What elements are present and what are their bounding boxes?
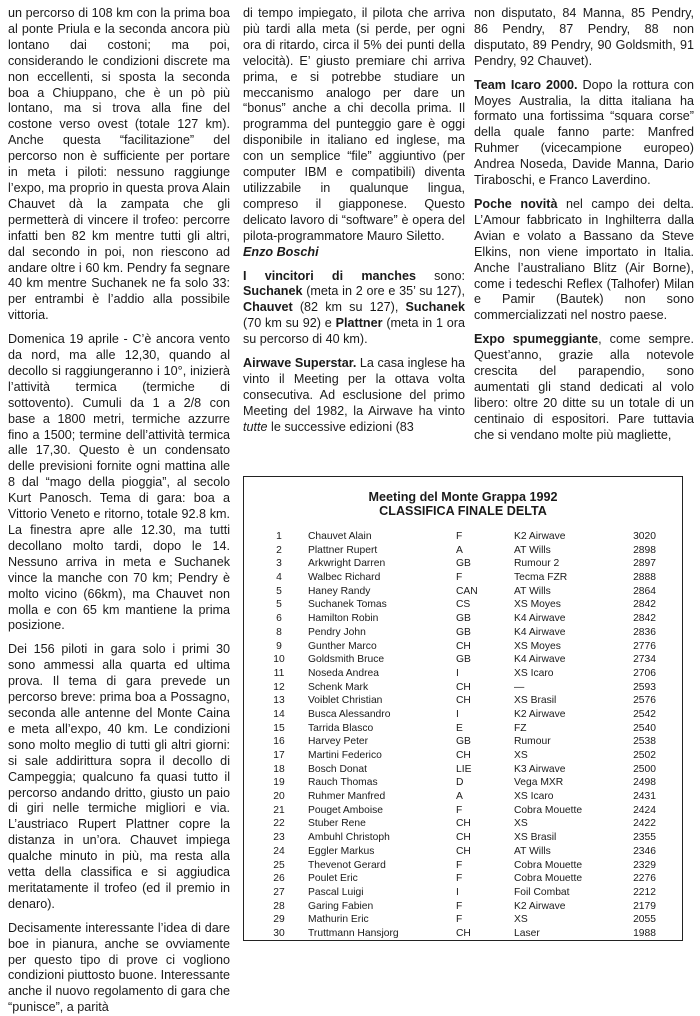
pilot-name-cell: Ruhmer Manfred bbox=[308, 791, 386, 803]
section-heading: I vincitori di manches bbox=[243, 268, 416, 283]
points-cell: 2888 bbox=[633, 572, 656, 584]
pilot-name-cell: Stuber Rene bbox=[308, 818, 366, 830]
pilot-name-cell: Suchanek Tomas bbox=[308, 599, 387, 611]
nation-cell: CH bbox=[456, 695, 471, 707]
nation-cell: CH bbox=[456, 640, 471, 652]
winners-paragraph: I vincitori di manches sono: Suchanek (meta in 2 ore e 35’ su 127), Chauvet (82 km su 127), Suchanek (70 km su 92) e Plattner (meta in 1 ora su percorso di 40 km). bbox=[243, 268, 465, 347]
glider-cell: K4 Airwave bbox=[514, 626, 566, 638]
nation-cell: CH bbox=[456, 845, 471, 857]
points-cell: 2346 bbox=[633, 845, 656, 857]
rank-cell: 12 bbox=[273, 681, 285, 693]
table-row bbox=[262, 845, 682, 859]
pilot-name-cell: Tarrida Blasco bbox=[308, 722, 374, 734]
rank-cell: 23 bbox=[273, 832, 285, 844]
table-row bbox=[262, 913, 682, 927]
paragraph: di tempo impiegato, il pilota che arriva più tardi alla meta (si perde, per ogni ora di ritardo, circa il 5% dei punti della velocità). E’ giusto premiare chi arriva prima, e si potrebbe studiare un meccanismo analogo per dare un “bonus” anche a chi decolla prima. Il programma del punteggio gare è oggi disponibile in italiano ed inglese, ma con un semplice “file” aggiuntivo (per computer IBM e compatibili) diventa utilizzabile in qualunque lingua, compreso il giapponese. Questo delicato lavoro di “software” è opera del pilota-programmatore Mauro Siletto. bbox=[243, 6, 465, 243]
results-table-box bbox=[243, 476, 683, 941]
points-cell: 2842 bbox=[633, 613, 656, 625]
rank-cell: 6 bbox=[276, 613, 282, 625]
rank-cell: 20 bbox=[273, 791, 285, 803]
points-cell: 2842 bbox=[633, 599, 656, 611]
glider-cell: AT Wills bbox=[514, 845, 551, 857]
expo-paragraph: Expo spumeggiante, come sempre. Quest’anno, grazie alla notevole crescita del parapendio, sono aumentati gli stand dedicati al volo libero: oltre 20 ditte su un totale di un centinaio di espositori. Pare tuttavia che si vendano molte più magliette, bbox=[474, 332, 694, 442]
section-heading: Airwave Superstar. bbox=[243, 356, 357, 371]
section-heading: Expo spumeggiante bbox=[474, 332, 599, 347]
nation-cell: D bbox=[456, 777, 464, 789]
table-row bbox=[262, 776, 682, 790]
author-signature: Enzo Boschi bbox=[243, 244, 319, 259]
pilot-name-cell: Bosch Donat bbox=[308, 763, 367, 775]
table-row bbox=[262, 763, 682, 777]
pilot-name-cell: Martini Federico bbox=[308, 750, 382, 761]
pilot-name-cell: Noseda Andrea bbox=[308, 667, 379, 679]
rank-cell: 3 bbox=[276, 558, 282, 570]
glider-cell: K2 Airwave bbox=[514, 708, 566, 720]
points-cell: 2502 bbox=[633, 750, 656, 761]
nation-cell: CAN bbox=[456, 585, 478, 597]
pilot-name-cell: Pendry John bbox=[308, 626, 366, 638]
nation-cell: GB bbox=[456, 736, 471, 748]
results-table bbox=[262, 530, 682, 941]
points-cell: 2593 bbox=[633, 681, 656, 693]
nation-cell: GB bbox=[456, 613, 471, 625]
points-cell: 2498 bbox=[633, 777, 656, 789]
rank-cell: 25 bbox=[273, 859, 285, 871]
paragraph: Domenica 19 aprile - C’è ancora vento da nord, ma alle 12,30, quando al decollo si raggiungeranno i 10°, inizierà l’attività termica (termiche di sottovento). Cumuli da 1 a 2/8 con base a 1800 metri, termiche azzurre fino a 1500; termine dell’attività termica alle 17,30. Questo è un condensato delle previsioni fornite ogni mattina alle 8 dal “mago della pioggia”, al secolo Kurt Panosch. Tema di gara: boa a Vittorio Veneto e ritorno, totale 92.8 km. La finestra apre alle 12.30, ma tutti decollano molto tardi, dopo le 14. Nessuno arriva in meta e Suchanek vince la manche con 70 km; Pendry è molto vicino (66km), ma Chauvet non molla e con 65 km mantiene la prima posizione. bbox=[8, 332, 230, 633]
pilot-name: Suchanek bbox=[243, 284, 303, 299]
pilot-name-cell: Hamilton Robin bbox=[308, 613, 379, 625]
rank-cell: 27 bbox=[273, 886, 285, 898]
glider-cell: Foil Combat bbox=[514, 886, 570, 898]
pilot-name-cell: Walbec Richard bbox=[308, 572, 381, 584]
nation-cell: CH bbox=[456, 927, 471, 939]
nation-cell: F bbox=[456, 873, 463, 885]
glider-cell: Tecma FZR bbox=[514, 572, 568, 584]
nation-cell: A bbox=[456, 791, 463, 803]
table-row bbox=[262, 653, 682, 667]
pilot-name-cell: Garing Fabien bbox=[308, 900, 374, 912]
pilot-name-cell: Plattner Rupert bbox=[308, 544, 378, 556]
points-cell: 3020 bbox=[633, 531, 656, 542]
rank-cell: 10 bbox=[273, 654, 285, 666]
table-row bbox=[262, 626, 682, 640]
glider-cell: Cobra Mouette bbox=[514, 804, 583, 816]
points-cell: 2898 bbox=[633, 544, 656, 556]
table-row bbox=[262, 749, 682, 763]
nation-cell: F bbox=[456, 900, 463, 912]
glider-cell: Cobra Mouette bbox=[514, 859, 583, 871]
glider-cell: XS Brasil bbox=[514, 695, 557, 707]
table-subtitle: CLASSIFICA FINALE DELTA bbox=[379, 504, 547, 518]
glider-cell: Vega MXR bbox=[514, 777, 564, 789]
table-row bbox=[262, 585, 682, 599]
table-row bbox=[262, 817, 682, 831]
rank-cell: 30 bbox=[273, 927, 285, 939]
rank-cell: 11 bbox=[273, 667, 285, 679]
pilot-name: Plattner bbox=[335, 316, 383, 331]
rank-cell: 5 bbox=[276, 599, 282, 611]
glider-cell: K2 Airwave bbox=[514, 531, 566, 542]
glider-cell: XS bbox=[514, 914, 528, 926]
glider-cell: XS Brasil bbox=[514, 832, 557, 844]
points-cell: 2540 bbox=[633, 722, 656, 734]
nation-cell: I bbox=[456, 667, 459, 679]
points-cell: 2276 bbox=[633, 873, 656, 885]
table-row bbox=[262, 667, 682, 681]
rank-cell: 4 bbox=[276, 572, 282, 584]
nation-cell: I bbox=[456, 708, 459, 720]
glider-cell: Rumour 2 bbox=[514, 558, 560, 570]
table-row bbox=[262, 598, 682, 612]
points-cell: 2212 bbox=[633, 886, 656, 898]
table-row bbox=[262, 708, 682, 722]
pilot-name-cell: Poulet Eric bbox=[308, 873, 358, 885]
nation-cell: CH bbox=[456, 750, 471, 761]
pilot-name-cell: Pouget Amboise bbox=[308, 804, 383, 816]
table-row bbox=[262, 694, 682, 708]
glider-cell: XS Icaro bbox=[514, 667, 554, 679]
article-column-1 bbox=[8, 6, 230, 1016]
points-cell: 2055 bbox=[633, 914, 656, 926]
points-cell: 2431 bbox=[633, 791, 656, 803]
glider-cell: XS Moyes bbox=[514, 640, 561, 652]
paragraph: Dei 156 piloti in gara solo i primi 30 sono ammessi alla quarta ed ultima prova. Il tema di gara prevede un percorso breve: prima boa a Possagno, seconda alle antenne del Monte Caina e meta all’expo, 40 km. Le condizioni sono molto meglio di tutti gli altri giorni: si sale addirittura sopra il decollo di Campeggia; qualcuno fa quasi tutto il percorso andando dritto, giusto un paio di giri nelle termiche migliori e via. L’austriaco Rupert Plattner copre la distanza in un’ora. Chauvet impiega qualche minuto in più, ma resta alla vetta della classifica e si aggiudica meritatamente il trofeo (ed il premio in denaro). bbox=[8, 642, 230, 911]
table-row bbox=[262, 722, 682, 736]
table-row bbox=[262, 544, 682, 558]
glider-cell: XS Icaro bbox=[514, 791, 554, 803]
points-cell: 2897 bbox=[633, 558, 656, 570]
pilot-name-cell: Busca Alessandro bbox=[308, 708, 391, 720]
nation-cell: GB bbox=[456, 654, 471, 666]
rank-cell: 29 bbox=[273, 914, 285, 926]
rank-cell: 26 bbox=[273, 873, 285, 885]
pilot-name-cell: Pascal Luigi bbox=[308, 886, 364, 898]
table-row bbox=[262, 831, 682, 845]
section-heading: Team Icaro 2000. bbox=[474, 77, 578, 92]
pilot-name-cell: Arkwright Darren bbox=[308, 558, 386, 570]
table-row bbox=[262, 804, 682, 818]
table-row bbox=[262, 859, 682, 873]
rank-cell: 13 bbox=[273, 695, 285, 707]
glider-cell: FZ bbox=[514, 722, 527, 734]
points-cell: 2542 bbox=[633, 708, 656, 720]
rank-cell: 24 bbox=[273, 845, 285, 857]
novita-paragraph: Poche novità nel campo dei delta. L’Amour fabbricato in Inghilterra dalla Avian e volato a Bassano da Steve Elkins, non viene importato in Italia. Anche l’australiano Blitz (Air Borne), come i tedeschi Reflex (Talhofer) Milan e Pamir (Bautek) non sono commercializzati nel nostro paese. bbox=[474, 196, 694, 323]
glider-cell: K4 Airwave bbox=[514, 654, 566, 666]
nation-cell: GB bbox=[456, 558, 471, 570]
glider-cell: Laser bbox=[514, 927, 540, 939]
glider-cell: Rumour bbox=[514, 736, 551, 748]
paragraph: un percorso di 108 km con la prima boa al ponte Priula e la seconda ancora più lontano dai costoni; ma poi, considerando le condizioni discrete ma non eccellenti, si sposta la seconda boa a Chiuppano, che è un pò più lontano, ma si trova alla fine del costone verso ovest (totale 127 km). Anche questa “facilitazione” del percorso non è sufficiente per portare in meta i piloti: nessuno raggiunge l’expo, ma proprio in questa prova Alain Chauvet dà la zampata che gli permetterà di vincere il trofeo: percorre infatti ben 82 km mentre tutti gli altri, dal secondo in poi, non riescono ad andare oltre i 60 km. Pendry fa segnare 40 km mentre Suchanek ne fa solo 33: per entrambi è l’addio alla possibile vittoria. bbox=[8, 6, 230, 323]
nation-cell: F bbox=[456, 572, 463, 584]
rank-cell: 15 bbox=[273, 722, 285, 734]
icaro-paragraph: Team Icaro 2000. Dopo la rottura con Moyes Australia, la ditta italiana ha formato una fortissima “squara corse” della quale fanno parte: Manfred Ruhmer (vicecampione europeo) Andrea Noseda, Davide Manna, Dario Tiraboschi, e Franco Laverdino. bbox=[474, 77, 694, 188]
pilot-name-cell: Ambuhl Christoph bbox=[308, 832, 390, 844]
rank-cell: 9 bbox=[276, 640, 282, 652]
rank-cell: 22 bbox=[273, 818, 285, 830]
pilot-name-cell: Goldsmith Bruce bbox=[308, 654, 385, 666]
points-cell: 2179 bbox=[633, 900, 656, 912]
points-cell: 2706 bbox=[633, 667, 656, 679]
table-row bbox=[262, 886, 682, 900]
nation-cell: GB bbox=[456, 626, 471, 638]
rank-cell: 5 bbox=[276, 585, 282, 597]
nation-cell: F bbox=[456, 914, 463, 926]
rank-cell: 19 bbox=[273, 777, 285, 789]
table-title: Meeting del Monte Grappa 1992 bbox=[368, 490, 558, 504]
article-column-3 bbox=[474, 6, 694, 452]
nation-cell: F bbox=[456, 531, 463, 542]
paragraph: non disputato, 84 Manna, 85 Pendry, 86 Pendry, 87 Pendry, 88 non disputato, 89 Pendry, 90 Goldsmith, 91 Pendry, 92 Chauvet). bbox=[474, 6, 694, 68]
points-cell: 2864 bbox=[633, 585, 656, 597]
rank-cell: 14 bbox=[273, 708, 285, 720]
points-cell: 1988 bbox=[633, 927, 656, 939]
table-row bbox=[262, 571, 682, 585]
nation-cell: CH bbox=[456, 818, 471, 830]
glider-cell: K3 Airwave bbox=[514, 763, 566, 775]
pilot-name-cell: Harvey Peter bbox=[308, 736, 369, 748]
pilot-name-cell: Rauch Thomas bbox=[308, 777, 378, 789]
pilot-name: Chauvet bbox=[243, 300, 293, 315]
table-row bbox=[262, 900, 682, 914]
rank-cell: 2 bbox=[276, 544, 282, 556]
pilot-name-cell: Gunther Marco bbox=[308, 640, 377, 652]
pilot-name-cell: Mathurin Eric bbox=[308, 914, 369, 926]
points-cell: 2500 bbox=[633, 763, 656, 775]
points-cell: 2776 bbox=[633, 640, 656, 652]
article-column-2 bbox=[243, 6, 465, 444]
glider-cell: K2 Airwave bbox=[514, 900, 566, 912]
glider-cell: XS bbox=[514, 750, 528, 761]
nation-cell: I bbox=[456, 886, 459, 898]
nation-cell: F bbox=[456, 859, 463, 871]
table-row bbox=[262, 872, 682, 886]
table-row bbox=[262, 640, 682, 654]
glider-cell: K4 Airwave bbox=[514, 613, 566, 625]
table-row bbox=[262, 927, 682, 941]
points-cell: 2424 bbox=[633, 804, 656, 816]
pilot-name-cell: Chauvet Alain bbox=[308, 531, 372, 542]
glider-cell: AT Wills bbox=[514, 544, 551, 556]
glider-cell: — bbox=[514, 681, 525, 693]
points-cell: 2538 bbox=[633, 736, 656, 748]
pilot-name-cell: Truttmann Hansjorg bbox=[308, 927, 399, 939]
nation-cell: F bbox=[456, 804, 463, 816]
nation-cell: CS bbox=[456, 599, 471, 611]
points-cell: 2576 bbox=[633, 695, 656, 707]
rank-cell: 21 bbox=[273, 804, 285, 816]
table-row bbox=[262, 681, 682, 695]
pilot-name-cell: Voiblet Christian bbox=[308, 695, 383, 707]
glider-cell: Cobra Mouette bbox=[514, 873, 583, 885]
glider-cell: XS Moyes bbox=[514, 599, 561, 611]
table-row bbox=[262, 557, 682, 571]
nation-cell: A bbox=[456, 544, 463, 556]
pilot-name-cell: Schenk Mark bbox=[308, 681, 369, 693]
rank-cell: 8 bbox=[276, 626, 282, 638]
pilot-name-cell: Thevenot Gerard bbox=[308, 859, 386, 871]
points-cell: 2329 bbox=[633, 859, 656, 871]
airwave-paragraph: Airwave Superstar. La casa inglese ha vinto il Meeting per la ottava volta consecutiva. Ad esclusione del primo Meeting del 1982, la Airwave ha vinto tutte le successive edizioni (83 bbox=[243, 356, 465, 434]
glider-cell: XS bbox=[514, 818, 528, 830]
nation-cell: E bbox=[456, 722, 463, 734]
rank-cell: 1 bbox=[276, 531, 282, 542]
points-cell: 2355 bbox=[633, 832, 656, 844]
points-cell: 2836 bbox=[633, 626, 656, 638]
rank-cell: 18 bbox=[273, 763, 285, 775]
nation-cell: CH bbox=[456, 681, 471, 693]
pilot-name: Suchanek bbox=[405, 300, 465, 315]
points-cell: 2422 bbox=[633, 818, 656, 830]
rank-cell: 17 bbox=[273, 750, 285, 761]
pilot-name-cell: Haney Randy bbox=[308, 585, 371, 597]
section-heading: Poche novità bbox=[474, 196, 558, 211]
points-cell: 2734 bbox=[633, 654, 656, 666]
table-row bbox=[262, 530, 682, 544]
paragraph: Decisamente interessante l’idea di dare boe in pianura, anche se ovviamente per questo tipo di prove ci vogliono condizioni piuttosto buone. Interessante anche il nuovo regolamento di gara che “punisce”, a parità bbox=[8, 920, 230, 1015]
rank-cell: 28 bbox=[273, 900, 285, 912]
glider-cell: AT Wills bbox=[514, 585, 551, 597]
pilot-name-cell: Eggler Markus bbox=[308, 845, 375, 857]
nation-cell: LIE bbox=[456, 763, 472, 775]
nation-cell: CH bbox=[456, 832, 471, 844]
table-row bbox=[262, 612, 682, 626]
rank-cell: 16 bbox=[273, 736, 285, 748]
table-row bbox=[262, 790, 682, 804]
table-row bbox=[262, 735, 682, 749]
